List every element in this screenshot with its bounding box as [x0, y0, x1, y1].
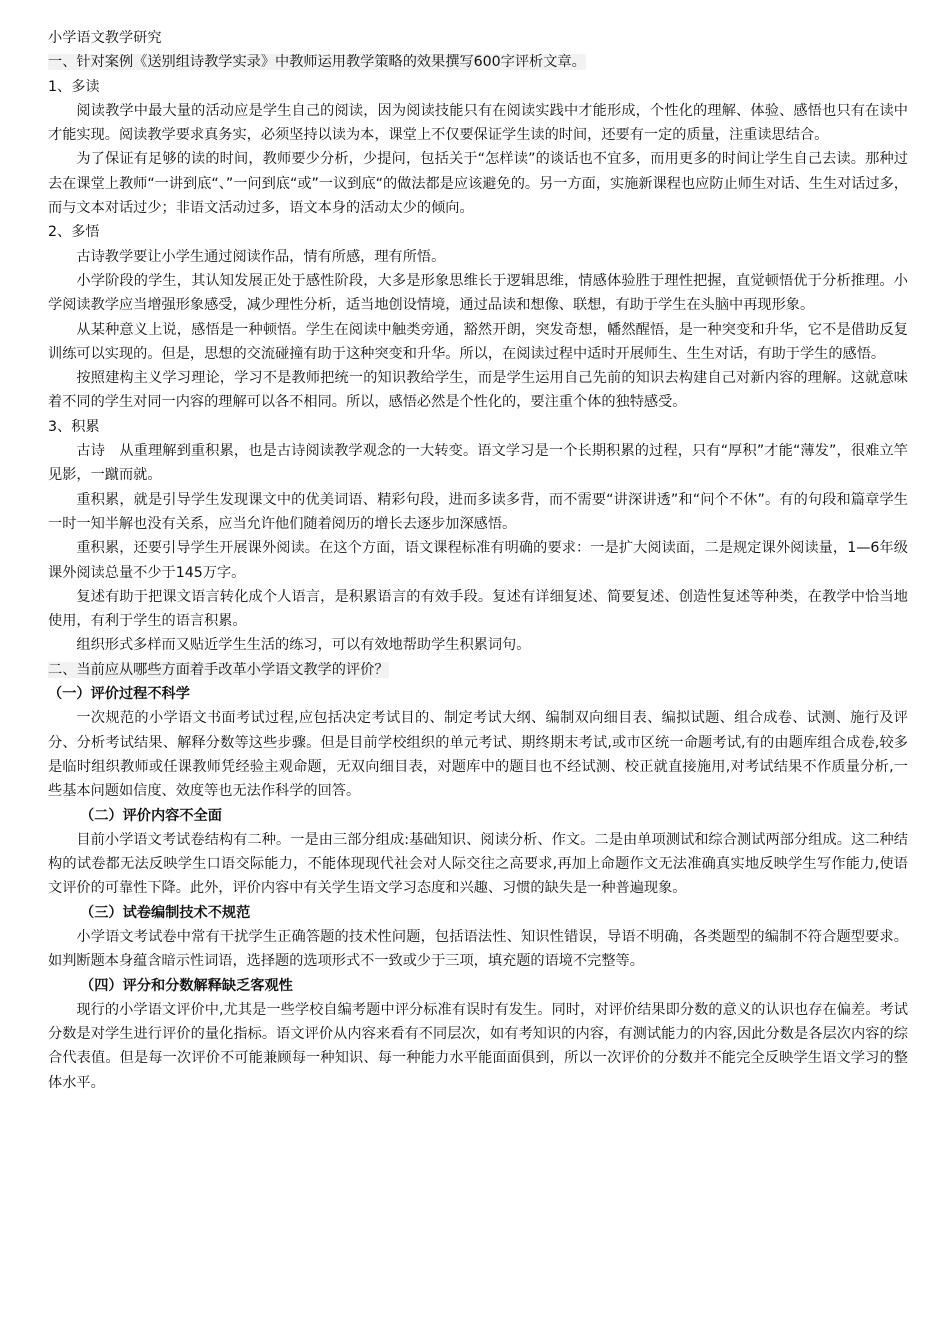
paragraph: 重积累，就是引导学生发现课文中的优美词语、精彩句段，进而多读多背，而不需要“讲深讲透”和“问个不休”。有的句段和篇章学生一时一知半解也没有关系，应当允许他们随着阅历的增长去逐步加深感悟。 — [48, 491, 908, 532]
section-heading-read-more: 1、多读 — [48, 78, 100, 95]
paragraph: 古诗教学要让小学生通过阅读作品，情有所感，理有所悟。 — [76, 248, 446, 265]
paragraph: 小学阶段的学生，其认知发展正处于感性阶段，大多是形象思维长于逻辑思维，情感体验胜于理性把握，直觉顿悟优于分析推理。小学阅读教学应当增强形象感受，减少理性分析，适当地创设情境，通过品读和想像、联想，有助于学生在头脑中再现形象。 — [48, 272, 908, 314]
eval-heading-1: （一）评价过程不科学 — [48, 686, 190, 703]
question-two: 二、当前应从哪些方面着手改革小学语文教学的评价？ — [48, 661, 389, 678]
paragraph: 阅读教学中最大量的活动应是学生自己的阅读，因为阅读技能只有在阅读实践中才能形成，个性化的理解、体验、感悟也只有在读中才能实现。阅读教学要求真务实，必须坚持以读为本，课堂上不仅要保证学生读的时间，还要有一定的质量，注重读思结合。 — [48, 102, 908, 144]
paragraph: 现行的小学语文评价中,尤其是一些学校自编考题中评分标准有误时有发生。同时，对评价结果即分数的意义的认识也存在偏差。考试分数是对学生进行评价的量化指标。语文评价从内容来看有不同层次，如有考知识的内容，有测试能力的内容,因此分数是各层次内容的综合代表值。但是每一次评价不可能兼顾每一种知识、每一种能力水平能面面俱到，所以一次评价的分数并不能完全反映学生语文学习的整体水平。 — [48, 1001, 908, 1091]
paragraph: 复述有助于把课文语言转化成个人语言，是积累语言的有效手段。复述有详细复述、简要复述、创造性复述等种类，在教学中恰当地使用，有利于学生的语言积累。 — [48, 588, 908, 630]
paragraph: 重积累，还要引导学生开展课外阅读。在这个方面，语文课程标准有明确的要求：一是扩大阅读面，二是规定课外阅读量，1—6年级课外阅读总量不少于145万字。 — [48, 540, 908, 581]
eval-heading-2: （二）评价内容不全面 — [80, 807, 222, 824]
paragraph: 一次规范的小学语文书面考试过程,应包括决定考试目的、制定考试大纲、编制双向细目表、编拟试题、组合成卷、试测、施行及评分、分析考试结果、解释分数等这些步骤。但是目前学校组织的单元考试、期终期末考试,或市区统一命题考试,有的由题库组合成卷,较多是临时组织教师或任课教师凭经验主观命题，无双向细目表，对题库中的题目也不经试测、校正就直接施用,对考试结果不作质量分析,一些基本问题如信度、效度等也无法作科学的回答。 — [48, 710, 908, 800]
section-heading-understand-more: 2、多悟 — [48, 224, 100, 241]
paragraph: 组织形式多样而又贴近学生生活的练习，可以有效地帮助学生积累词句。 — [76, 637, 531, 654]
paragraph: 目前小学语文考试卷结构有二种。一是由三部分组成:基础知识、阅读分析、作文。二是由单项测试和综合测试两部分组成。这二种结构的试卷都无法反映学生口语交际能力，不能体现现代社会对人际交往之高要求,再加上命题作文无法准确真实地反映学生写作能力,使语文评价的可靠性下降。此外，评价内容中有关学生语文学习态度和兴趣、习惯的缺失是一种普遍现象。 — [48, 831, 908, 897]
eval-heading-4: （四）评分和分数解释缺乏客观性 — [80, 977, 293, 994]
paragraph: 小学语文考试卷中常有干扰学生正确答题的技术性问题，包括语法性、知识性错误，导语不明确，各类题型的编制不符合题型要求。如判断题本身蕴含暗示性词语，选择题的选项形式不一致或少于三项，填充题的语境不完整等。 — [48, 928, 908, 970]
doc-title: 小学语文教学研究 — [48, 30, 162, 46]
eval-heading-3: （三）试卷编制技术不规范 — [80, 904, 251, 921]
paragraph: 古诗 从重理解到重积累，也是古诗阅读教学观念的一大转变。语文学习是一个长期积累的过程，只有“厚积”才能“薄发”，很难立竿见影，一蹴而就。 — [48, 443, 908, 484]
paragraph: 为了保证有足够的读的时间，教师要少分析，少提问，包括关于“怎样读”的谈话也不宜多，而用更多的时间让学生自己去读。那种过去在课堂上教师“一讲到底“、”一问到底“或”一议到底“的做法都是应该避免的。另一方面，实施新课程也应防止师生对话、生生对话过多，而与文本对话过少；非语文活动过多，语文本身的活动太少的倾向。 — [48, 151, 908, 217]
section-heading-accumulate: 3、积累 — [48, 418, 100, 435]
question-one: 一、针对案例《送别组诗教学实录》中教师运用教学策略的效果撰写600字评析文章。 — [48, 54, 586, 71]
paragraph: 按照建构主义学习理论，学习不是教师把统一的知识教给学生，而是学生运用自己先前的知识去构建自己对新内容的理解。这就意味着不同的学生对同一内容的理解可以各不相同。所以，感悟必然是个性化的，要注重个体的独特感受。 — [48, 370, 908, 411]
paragraph: 从某种意义上说，感悟是一种顿悟。学生在阅读中触类旁通，豁然开朗，突发奇想，幡然醒悟，是一种突变和升华，它不是借助反复训练可以实现的。但是，思想的交流碰撞有助于这种突变和升华。所以，在阅读过程中适时开展师生、生生对话，有助于学生的感悟。 — [48, 321, 908, 362]
